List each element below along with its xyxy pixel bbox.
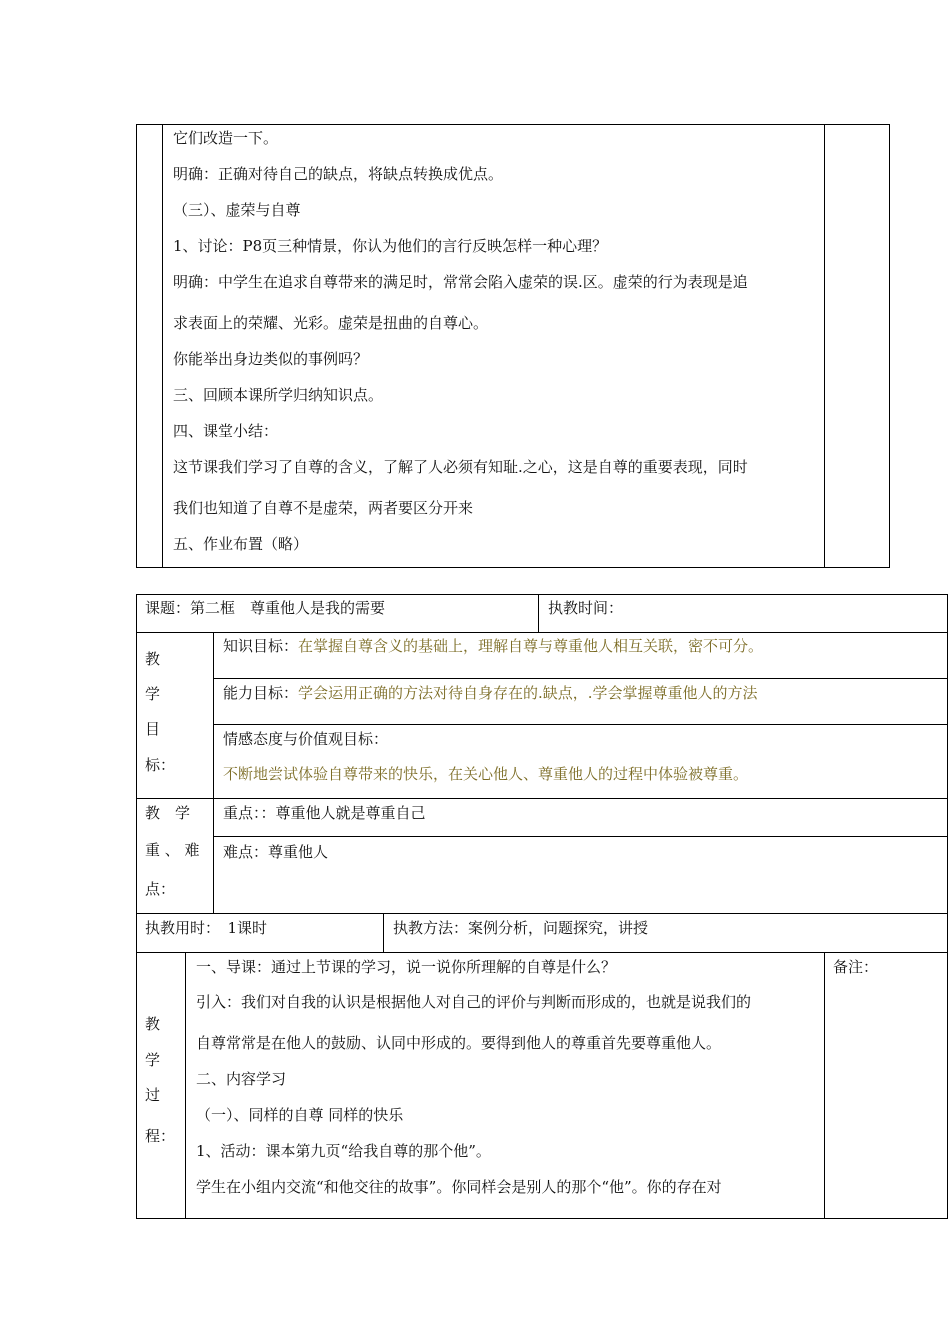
emotion-goal-text: 不断地尝试体验自尊带来的快乐，在关心他人、尊重他人的过程中体验被尊重。 (223, 765, 749, 783)
text-line: 1、活动：课本第九页“给我自尊的那个他”。 (196, 1142, 491, 1160)
lesson-topic: 课题：第二框 尊重他人是我的需要 (145, 599, 386, 617)
process-label-divider (185, 952, 186, 1219)
remarks-divider (824, 952, 825, 1219)
row1-divider (538, 594, 539, 632)
text-line: （三）、虚荣与自尊 (173, 201, 301, 219)
teach-time-label: 执教时间： (548, 599, 624, 617)
row4-divider (383, 913, 384, 952)
goal-row-divider (213, 678, 948, 679)
key-point: 重点：：尊重他人就是尊重自己 (223, 804, 426, 822)
points-label-row3: 点： (145, 880, 176, 898)
text-line: 四、课堂小结： (173, 422, 279, 440)
text-line: 五、作业布置（略） (173, 535, 309, 553)
text-line: 1、讨论：P8页三种情景，你认为他们的言行反映怎样一种心理？ (173, 237, 608, 255)
remarks-label: 备注： (833, 958, 879, 976)
text-line: （一）、同样的自尊 同样的快乐 (196, 1106, 404, 1124)
knowledge-goal (223, 636, 763, 656)
table-top-divider-left (162, 124, 163, 568)
text-line: 学生在小组内交流“和他交往的故事”。你同样会是别人的那个“他”。你的存在对 (196, 1178, 722, 1196)
text-line: 这节课我们学习了自尊的含义，了解了人必须有知耻.之心，这是自尊的重要表现，同时 (173, 458, 748, 476)
text-line: 引入：我们对自我的认识是根据他人对自己的评价与判断而形成的，也就是说我们的 (196, 993, 752, 1011)
ability-goal-label: 能力目标： (223, 684, 299, 702)
table-top-divider-right (824, 124, 825, 568)
goal-row-divider (213, 724, 948, 725)
teaching-duration: 执教用时： 1课时 (145, 919, 268, 937)
goals-label-divider (213, 632, 214, 798)
knowledge-goal-label: 知识目标： (223, 637, 299, 655)
text-line: 三、回顾本课所学归纳知识点。 (173, 386, 384, 404)
row4-top-border (136, 913, 948, 914)
teaching-method: 执教方法：案例分析，问题探究，讲授 (393, 919, 649, 937)
text-line: 它们改造一下。 (173, 129, 279, 147)
text-line: 求表面上的荣耀、光彩。虚荣是扭曲的自尊心。 (173, 314, 489, 332)
row5-top-border (136, 952, 948, 953)
points-label-divider (213, 798, 214, 913)
difficult-point: 难点：尊重他人 (223, 843, 329, 861)
row3-top-border (136, 798, 948, 799)
row2-top-border (136, 632, 948, 633)
text-line: 明确：中学生在追求自尊带来的满足时，常常会陷入虚荣的误.区。虚荣的行为表现是追 (173, 273, 748, 291)
text-line: 明确：正确对待自己的缺点，将缺点转换成优点。 (173, 165, 504, 183)
text-line: 你能举出身边类似的事例吗？ (173, 350, 369, 368)
text-line: 我们也知道了自尊不是虚荣，两者要区分开来 (173, 499, 474, 517)
text-line: 自尊常常是在他人的鼓励、认同中形成的。要得到他人的尊重首先要尊重他人。 (196, 1034, 722, 1052)
ability-goal-text: 学会运用正确的方法对待自身存在的.缺点，.学会掌握尊重他人的方法 (298, 684, 758, 702)
points-label-row1: 教 学 (145, 804, 191, 822)
points-label-row2: 重 、 难 (145, 841, 200, 859)
knowledge-goal-text: 在掌握自尊含义的基础上，理解自尊与尊重他人相互关联，密不可分。 (298, 637, 764, 655)
ability-goal (223, 683, 758, 703)
text-line: 二、内容学习 (196, 1070, 287, 1088)
text-line: 一、导课：通过上节课的学习，说一说你所理解的自尊是什么？ (196, 958, 617, 976)
points-row-divider (213, 836, 948, 837)
emotion-goal-label: 情感态度与价值观目标： (223, 730, 389, 748)
